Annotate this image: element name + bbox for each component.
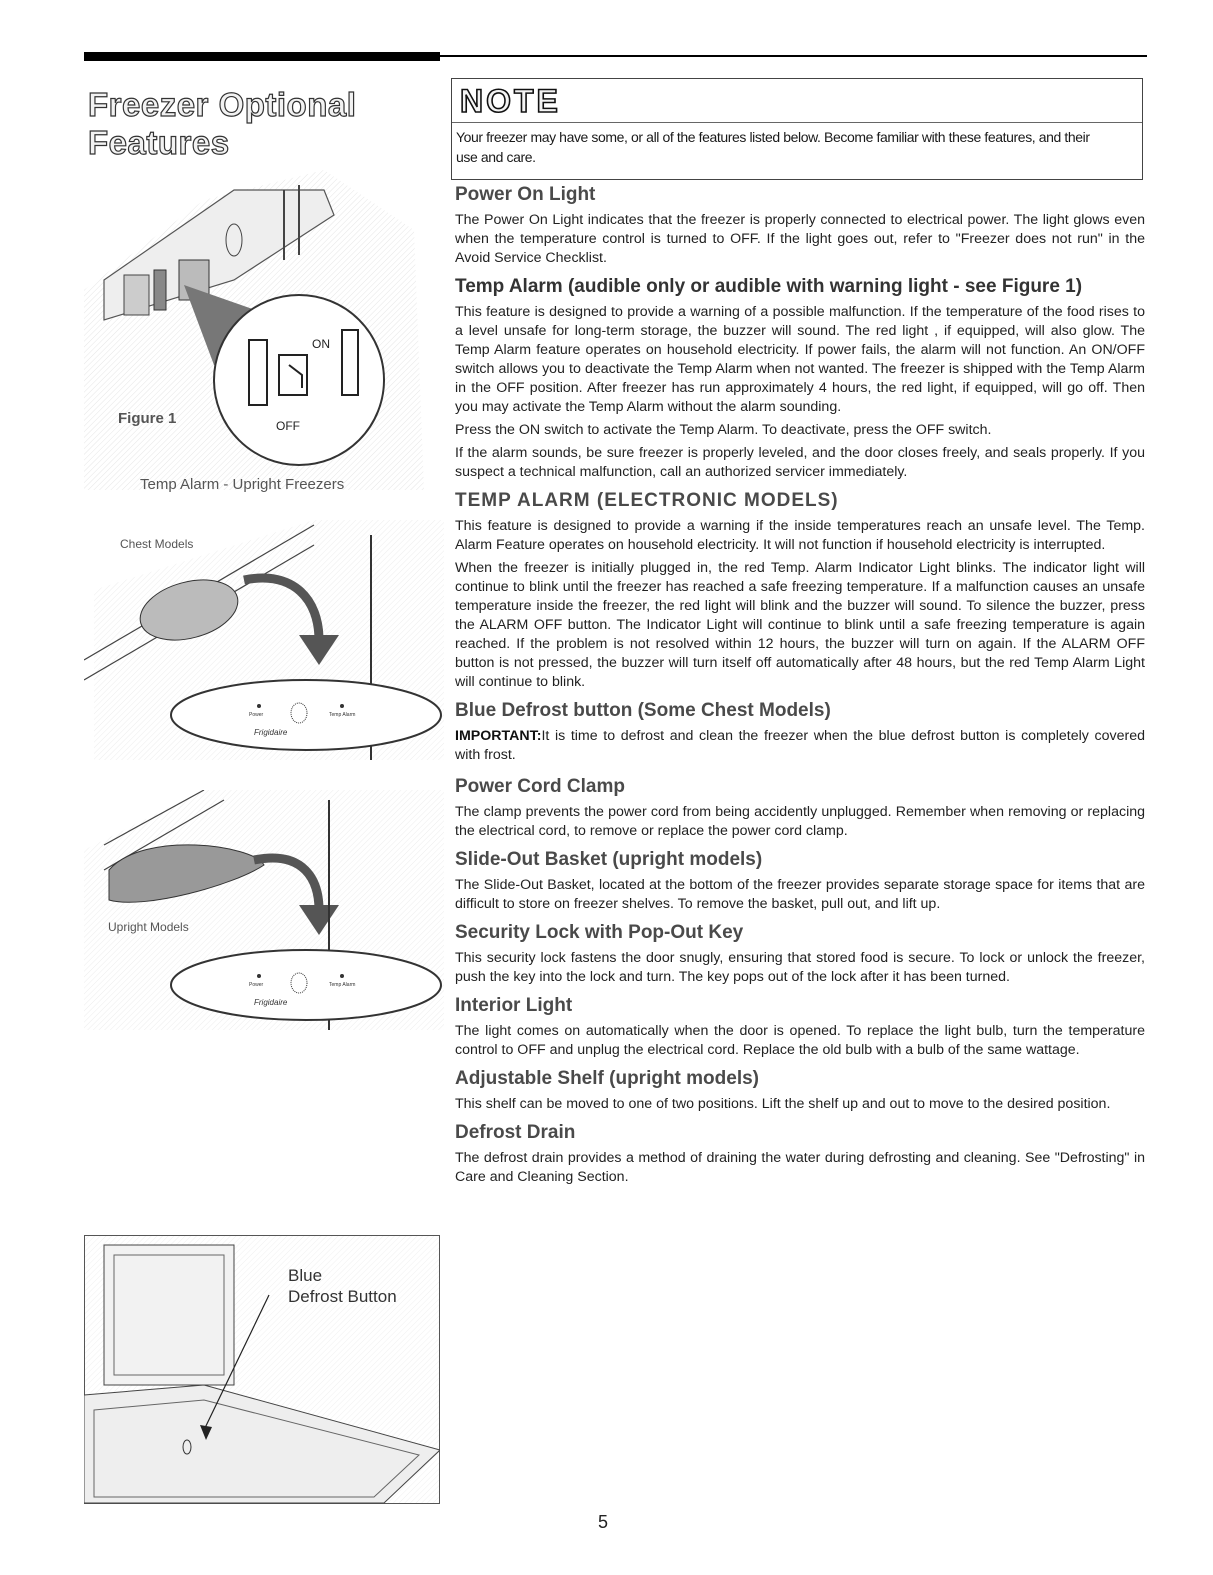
section-paragraph: The clamp prevents the power cord from being accidently unplugged. Remember when removing or replacing the electrical cord, to remove or replace the power cord clamp. (455, 804, 1145, 839)
svg-text:Frigidaire: Frigidaire (254, 998, 288, 1007)
figure-1-caption: Temp Alarm - Upright Freezers (140, 476, 345, 493)
features-content (455, 183, 1145, 1194)
section-slide-out-basket (455, 848, 1145, 914)
section-heading: TEMP ALARM (ELECTRONIC MODELS) (455, 490, 839, 511)
section-heading: Interior Light (455, 995, 573, 1016)
defrost-label-line1: Blue (288, 1266, 323, 1285)
defrost-label-line2: Defrost Button (288, 1287, 397, 1306)
section-heading: Defrost Drain (455, 1122, 576, 1143)
section-defrost-drain (455, 1121, 1145, 1187)
section-heading: Blue Defrost button (Some Chest Models) (455, 700, 831, 721)
figure-1-off-label: OFF (276, 419, 300, 433)
note-box (451, 78, 1143, 180)
section-paragraph: When the freezer is initially plugged in, the red Temp. Alarm Indicator Light blinks. The indicator light will continue to blink until the freezer has reached a safe freezing temperature. If a malfunction causes an unsafe temperature inside the freezer, the red light will blink and the buzzer will sound. To silence the buzzer, press the ALARM OFF button. The Indicator Light will continue to blink until a safe freezing temperature is again reached. If the problem is not resolved within 12 hours, the buzzer will turn on again. If the ALARM OFF button is not pressed, the buzzer will turn itself off automatically after 48 hours, but the red Temp Alarm Light will continue to blink. (455, 560, 1145, 690)
upright-model-alarm-illustration (84, 790, 444, 1040)
section-paragraph: This feature is designed to provide a warning of a possible malfunction. If the temperature of the food rises to a level unsafe for long-term storage, the buzzer will sound. The red light , if equipped, will also glow. The Temp Alarm feature operates on household electricity. If power fails, the alarm will not function. An ON/OFF switch allows you to deactivate the Temp Alarm when not wanted. The freezer is shipped with the Temp Alarm in the OFF position. After freezer has run approximately 4 hours, the red light, if equipped, will go off. Then you may activate the Temp Alarm without the alarm sounding. (455, 304, 1145, 415)
section-heading: Power On Light (455, 184, 596, 205)
note-rule (452, 122, 1142, 123)
svg-text:Frigidaire: Frigidaire (254, 728, 288, 737)
section-paragraph: The light comes on automatically when the door is opened. To replace the light bulb, turn the temperature control to OFF and unplug the electrical cord. Replace the old bulb with a bulb of the same wattage. (455, 1023, 1145, 1058)
note-title: NOTE (460, 83, 561, 119)
section-heading: Power Cord Clamp (455, 776, 625, 797)
section-heading: Slide-Out Basket (upright models) (455, 849, 763, 870)
defrost-figure-label (288, 1265, 397, 1307)
section-paragraph: This feature is designed to provide a warning if the inside temperatures reach an unsafe level. The Temp. Alarm Feature operates on household electricity. It will not function if household electricity is interrupted. (455, 518, 1145, 553)
figure-1-label: Figure 1 (118, 410, 177, 427)
section-heading: Temp Alarm (audible only or audible with warning light - see Figure 1) (455, 276, 1083, 297)
section-security-lock (455, 921, 1145, 987)
section-adjustable-shelf (455, 1067, 1145, 1114)
section-paragraph: The Power On Light indicates that the freezer is properly connected to electrical power. The light glows even when the temperature control is turned to OFF. If the light goes out, refer to "Freezer does not run" in the Avoid Service Checklist. (455, 212, 1145, 266)
page-title-line1: Freezer Optional (88, 86, 357, 123)
section-temp-alarm (455, 275, 1145, 482)
section-paragraph: If the alarm sounds, be sure freezer is properly leveled, and the door closes freely, and seals properly. If you suspect a technical malfunction, call an authorized servicer immediately. (455, 445, 1145, 480)
note-text: Your freezer may have some, or all of the features listed below. Become familiar with these features, and their use and care. (456, 129, 1090, 165)
svg-text:Power: Power (249, 712, 264, 718)
section-power-on-light (455, 183, 1145, 268)
page-title (88, 86, 356, 162)
section-paragraph: The defrost drain provides a method of draining the water during defrosting and cleaning. See "Defrosting" in Care and Cleaning Section. (455, 1150, 1145, 1185)
section-temp-alarm-electronic (455, 489, 1145, 692)
figure-1-on-label: ON (312, 337, 330, 351)
header-bar (84, 52, 440, 61)
figure-1-temp-alarm-illustration (84, 160, 434, 500)
important-text: It is time to defrost and clean the freezer when the blue defrost button is completely covered with frost. (455, 728, 1145, 763)
section-heading: Adjustable Shelf (upright models) (455, 1068, 760, 1089)
section-paragraph: The Slide-Out Basket, located at the bottom of the freezer provides separate storage space for items that are difficult to store on freezer shelves. To remove the basket, pull out, and lift up. (455, 877, 1145, 912)
section-heading: Security Lock with Pop-Out Key (455, 922, 744, 943)
section-power-cord-clamp (455, 775, 1145, 841)
page-title-line2: Features (88, 124, 230, 161)
chest-model-alarm-illustration (84, 520, 444, 770)
important-label: IMPORTANT: (455, 728, 542, 744)
svg-text:Power: Power (249, 982, 264, 988)
section-blue-defrost-button (455, 699, 1145, 765)
section-paragraph (455, 727, 1145, 765)
upright-models-caption: Upright Models (108, 920, 189, 934)
svg-text:Temp Alarm: Temp Alarm (329, 712, 356, 718)
section-paragraph: This shelf can be moved to one of two positions. Lift the shelf up and out to move to the desired position. (455, 1096, 1111, 1112)
page-number: 5 (598, 1512, 609, 1532)
section-paragraph: Press the ON switch to activate the Temp Alarm. To deactivate, press the OFF switch. (455, 422, 992, 438)
section-interior-light (455, 994, 1145, 1060)
svg-text:Temp Alarm: Temp Alarm (329, 982, 356, 988)
section-paragraph: This security lock fastens the door snugly, ensuring that stored food is secure. To lock or unlock the freezer, push the key into the lock and turn. The key pops out of the lock after it has been turned. (455, 950, 1145, 985)
header-rule (440, 55, 1147, 57)
chest-models-caption: Chest Models (120, 537, 194, 551)
